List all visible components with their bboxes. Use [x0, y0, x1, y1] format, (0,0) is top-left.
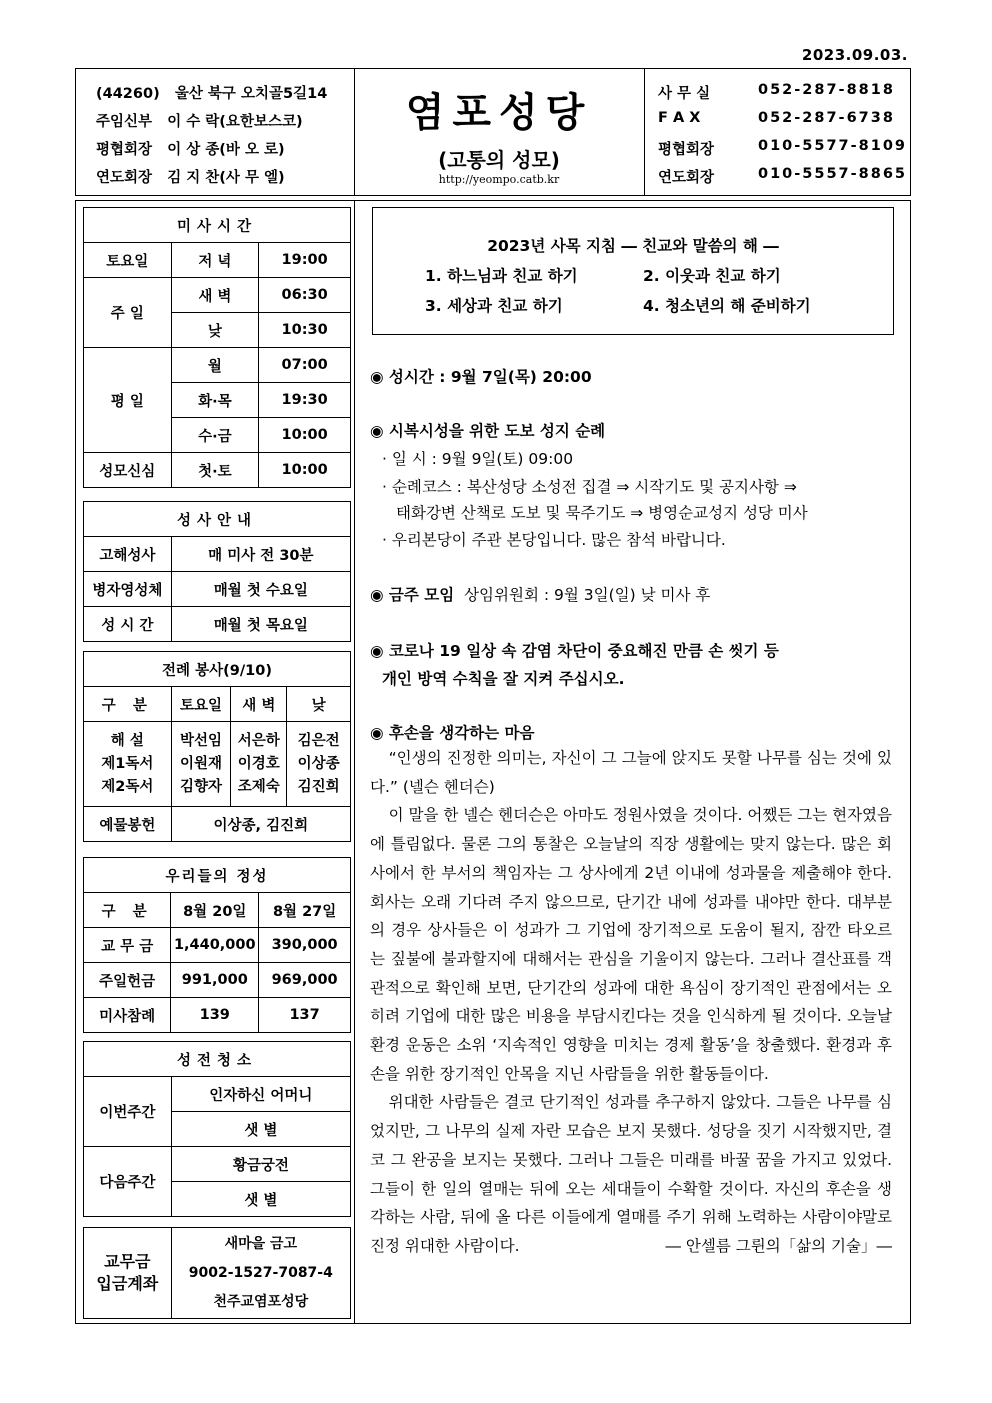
essay-source: ― 안셀름 그륀의「삶의 기술」―: [665, 1236, 892, 1255]
sacrament-label: 고해성사: [84, 537, 172, 572]
council-president-line: 평협회장 이 상 종(바 오 로): [96, 142, 285, 158]
address-line: (44260) 울산 북구 오치골5길14: [96, 86, 328, 102]
liturgy-title: 전례 봉사(9/10): [84, 652, 351, 687]
mass-times-table: [83, 207, 351, 488]
bulletin-date: 2023.09.03.: [801, 46, 908, 64]
essay-quote: “인생의 진정한 의미는, 자신이 그 그늘에 앉지도 못할 나무를 심는 것에 있다.” (넬슨 헨더슨): [370, 749, 892, 796]
cleaning-group: 황금궁전: [171, 1147, 350, 1182]
liturgy-header: 구 분: [84, 687, 172, 722]
parish-subtitle: (고통의 성모): [438, 148, 560, 172]
finance-value: 1,440,000: [171, 928, 259, 963]
liturgy-saturday: 박선임 이원재 김향자: [171, 722, 231, 807]
mass-time: 06:30: [259, 278, 351, 313]
cleaning-group: 샛 별: [171, 1182, 350, 1217]
offering-label: 예물봉헌: [84, 807, 172, 842]
account-label: 교무금 입금계좌: [84, 1228, 172, 1319]
pilgrimage-item: · 순례코스 : 복산성당 소성전 집결 ⇒ 시작기도 및 공지사항 ⇒: [382, 478, 797, 496]
offering-value: 이상종, 김진희: [171, 807, 350, 842]
liturgy-table: [83, 651, 351, 842]
theme-item: 2. 이웃과 친교 하기: [643, 267, 781, 285]
finance-value: 137: [259, 998, 351, 1033]
liturgy-header: 토요일: [171, 687, 231, 722]
right-column: [356, 201, 910, 1323]
theme-title: 2023년 사목 지침 ― 친교와 말씀의 해 ―: [487, 237, 779, 255]
finance-label: 미사참례: [84, 998, 171, 1033]
notice-holy-hour: ◉ 성시간 : 9월 7일(목) 20:00: [370, 368, 592, 386]
pastoral-theme-box: [372, 207, 894, 335]
cleaning-title: 성전청소: [84, 1042, 351, 1077]
parish-info: [76, 69, 355, 195]
liturgy-header: 낮: [287, 687, 351, 722]
mass-name: 낮: [171, 313, 259, 348]
finance-label: 주일헌금: [84, 963, 171, 998]
contact-council: 평협회장 010-5577-8109: [658, 138, 908, 158]
mass-name: 수·금: [171, 418, 259, 453]
finance-header: 8월 27일: [259, 893, 351, 928]
sacraments-title: 성사안내: [84, 502, 351, 537]
cleaning-table: [83, 1041, 351, 1217]
theme-item: 3. 세상과 친교 하기: [425, 297, 563, 315]
mass-time: 10:00: [259, 453, 351, 488]
mass-name: 화·목: [171, 383, 259, 418]
mass-day: 평 일: [84, 348, 172, 453]
sacraments-table: [83, 501, 351, 642]
mass-times-title: 미사시간: [84, 208, 351, 243]
mass-day: 성모신심: [84, 453, 172, 488]
parish-title-block: [354, 69, 645, 195]
prayer-president-line: 연도회장 김 지 찬(사 무 엘): [96, 170, 285, 186]
cleaning-group: 인자하신 어머니: [171, 1077, 350, 1112]
notice-meeting: ◉ 금주 모임 상임위원회 : 9월 3일(일) 낮 미사 후: [370, 586, 711, 604]
notice-pilgrimage-title: ◉ 시복시성을 위한 도보 성지 순례: [370, 422, 606, 440]
finance-label: 교 무 금: [84, 928, 171, 963]
account-table: [83, 1227, 351, 1319]
mass-time: 19:00: [259, 243, 351, 278]
essay-paragraph: 위대한 사람들은 결코 단기적인 성과를 추구하지 않았다. 그들은 나무를 심었지만, 그 나무의 실제 자란 모습은 보지 못했다. 성당을 짓기 시작했지만, 결코 그 완공을 보지는 못했다. 그러나 그들은 미래를 바꿀 꿈을 가지고 있었다. 그들이 한 일의 열매는 뒤에 오는 세대들이 수확할 것이다. 자신의 후손을 생각하는 사람, 뒤에 올 다른 이들에게 열매를 주기 위해 노력하는 사람이야말로 진정 위대한 사람이다.: [370, 1093, 892, 1255]
finance-table: [83, 857, 351, 1033]
mass-name: 첫·토: [171, 453, 259, 488]
theme-item: 1. 하느님과 친교 하기: [425, 267, 578, 285]
theme-item: 4. 청소년의 해 준비하기: [643, 297, 811, 315]
essay-paragraph: 이 말을 한 넬슨 헨더슨은 아마도 정원사였을 것이다. 어쨌든 그는 현자였음에 틀림없다. 물론 그의 통찰은 오늘날의 직장 생활에는 맞지 않는다. 많은 회사에서 한 부서의 책임자는 그 상사에게 2년 이내에 성과물을 제출해야 한다. 회사는 오래 기다려 주지 않으므로, 단기간 내에 성과를 내야만 한다. 대부분의 경우 상사들은 이 성과가 그 기업에 장기적으로 도움이 될지, 잠깐 타오르는 짚불에 불과할지에 대해서는 관심을 기울이지 않는다. 그러나 결산표를 객관적으로 확인해 보면, 단기간의 성과에 대한 욕심이 장기적인 관점에서는 오히려 기업에 대한 많은 비용을 부담시킨다는 것을 인식하게 될 것이다. 오늘날 환경 운동은 소위 ‘지속적인 영향을 미치는 경제 활동’을 창출했다. 환경과 후손을 위한 장기적인 안목을 지닌 사람들을 위한 활동들이다.: [370, 806, 892, 1083]
notice-covid: ◉ 코로나 19 일상 속 감염 차단이 중요해진 만큼 손 씻기 등: [370, 642, 779, 660]
bulletin-body: [75, 200, 911, 1324]
sacrament-value: 매월 첫 목요일: [171, 607, 350, 642]
mass-time: 07:00: [259, 348, 351, 383]
cleaning-group: 샛 별: [171, 1112, 350, 1147]
cleaning-week-label: 이번주간: [84, 1077, 172, 1147]
parish-url[interactable]: http://yeompo.catb.kr: [438, 173, 560, 186]
parish-name: 염포성당: [405, 90, 593, 136]
contact-prayer: 연도회장 010-5557-8865: [658, 166, 908, 186]
contact-office: 사 무 실 052-287-8818: [658, 82, 895, 102]
liturgy-dawn: 서은하 이경호 조제숙: [231, 722, 287, 807]
mass-name: 새 벽: [171, 278, 259, 313]
finance-header: 구 분: [84, 893, 171, 928]
finance-header: 8월 20일: [171, 893, 259, 928]
liturgy-noon: 김은전 이상종 김진희: [287, 722, 351, 807]
mass-time: 10:30: [259, 313, 351, 348]
essay-body: [370, 744, 892, 1261]
sacrament-label: 성 시 간: [84, 607, 172, 642]
account-info: 새마을 금고 9002-1527-7087-4 천주교염포성당: [171, 1228, 350, 1319]
finance-value: 969,000: [259, 963, 351, 998]
sacrament-value: 매월 첫 수요일: [171, 572, 350, 607]
finance-value: 991,000: [171, 963, 259, 998]
mass-time: 19:30: [259, 383, 351, 418]
mass-day: 토요일: [84, 243, 172, 278]
mass-time: 10:00: [259, 418, 351, 453]
pilgrimage-item: · 일 시 : 9월 9일(토) 09:00: [382, 450, 574, 468]
contact-info: [644, 69, 910, 195]
mass-day: 주 일: [84, 278, 172, 348]
mass-name: 월: [171, 348, 259, 383]
cleaning-week-label: 다음주간: [84, 1147, 172, 1217]
bulletin-header: [75, 68, 911, 196]
finance-title: 우리들의 정성: [84, 858, 351, 893]
left-column: [76, 201, 355, 1323]
pilgrimage-item: · 우리본당이 주관 본당입니다. 많은 참석 바랍니다.: [382, 531, 726, 549]
finance-value: 139: [171, 998, 259, 1033]
notice-covid-line2: 개인 방역 수칙을 잘 지켜 주십시오.: [382, 670, 625, 688]
pastor-line: 주임신부 이 수 락(요한보스코): [96, 114, 303, 130]
pilgrimage-item: 태화강변 산책로 도보 및 묵주기도 ⇒ 병영순교성지 성당 미사: [396, 504, 808, 522]
liturgy-roles: 해 설 제1독서 제2독서: [84, 722, 172, 807]
liturgy-header: 새 벽: [231, 687, 287, 722]
sacrament-value: 매 미사 전 30분: [171, 537, 350, 572]
sacrament-label: 병자영성체: [84, 572, 172, 607]
mass-name: 저 녁: [171, 243, 259, 278]
essay-title: ◉ 후손을 생각하는 마음: [370, 724, 535, 742]
contact-fax: F A X 052-287-6738: [658, 110, 895, 126]
finance-value: 390,000: [259, 928, 351, 963]
